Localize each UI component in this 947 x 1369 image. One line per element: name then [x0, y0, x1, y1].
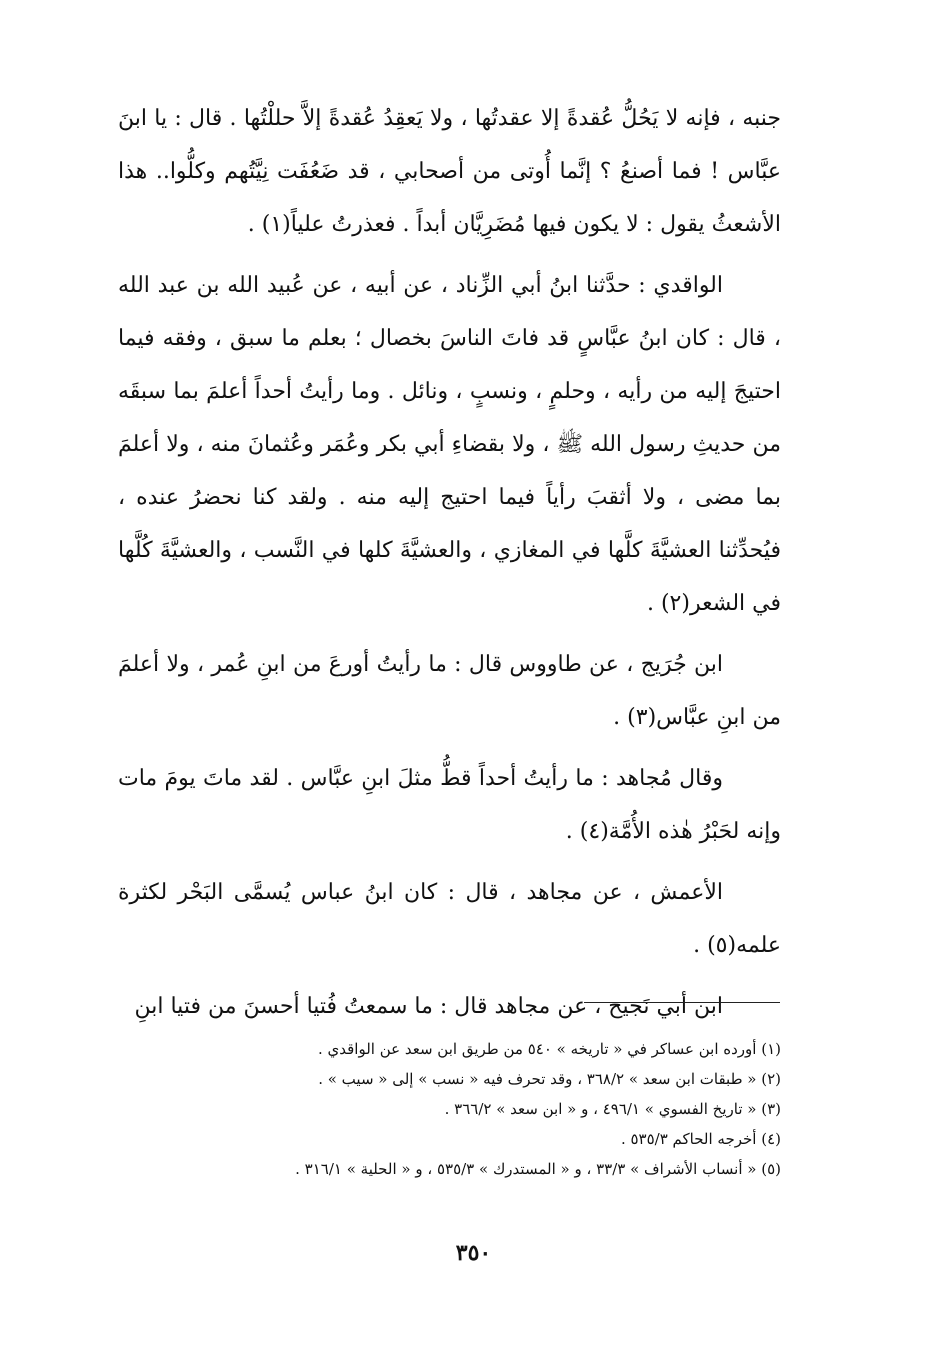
paragraph-2: الواقدي : حدَّثنا ابنُ أبي الزِّناد ، عن أبيه ، عن عُبيد الله بن عبد الله ، قال : كان ابنُ عبَّاسٍ قد فاتَ الناسَ بخصال ؛ بعلم ما سبق ، وفقه فيما احتيجَ إليه من رأيه ، وحلمٍ ، ونسبٍ ، ونائل . وما رأيتُ أحداً أعلمَ بما سبقَه من حديثِ رسول الله ﷺ ، ولا بقضاءِ أبي بكر وعُمَر وعُثمانَ منه ، ولا أعلمَ بما مضى ، ولا أثقبَ رأياً فيما احتيج إليه منه . ولقد كنا نحضرُ عنده ، فيُحدِّثنا العشيَّةَ كلَّها في المغازي ، والعشيَّةَ كلها في النَّسب ، والعشيَّةَ كُلَّها في الشعر(٢) . — [118, 273, 781, 616]
footnote-1: (١) أورده ابن عساكر في « تاريخه » ٥٤٠ من طريق ابن سعد عن الواقدي . — [317, 1040, 781, 1058]
paragraph-4: وقال مُجاهد : ما رأيتُ أحداً قطُّ مثلَ ابنِ عبَّاس . لقد ماتَ يومَ مات وإنه لحَبْرُ هٰذه الأُمَّة(٤) . — [118, 766, 781, 844]
footnote-2: (٢) « طبقات ابن سعد » ٣٦٨/٢ ، وقد تحرف فيه « نسب » إلى « سيب » . — [318, 1070, 781, 1088]
footnote-4: (٤) أخرجه الحاكم ٥٣٥/٣ . — [620, 1130, 781, 1148]
paragraph-1: جنبه ، فإنه لا يَحُلُّ عُقدةً إلا عقدتُها ، ولا يَعقِدُ عُقدةً إلاَّ حللْتُها . قال : يا ابنَ عبَّاس ! فما أصنعُ ؟ إنَّما أُوتى من أصحابي ، قد ضَعُفَت نِيَّتُهم وكلُّوا.. هذا الأشعثُ يقول : لا يكون فيها مُضَرِيَّان أبداً . فعذرتُ علياً(١) . — [118, 106, 781, 237]
paragraph-6: ابن أبي نَجيح ، عن مجاهد قال : ما سمعتُ فُتيا أحسنَ من فتيا ابنِ — [134, 994, 723, 1019]
footnotes — [118, 1034, 781, 1184]
main-text — [118, 92, 781, 1041]
page-number: ٣٥٠ — [455, 1240, 492, 1266]
footnote-5: (٥) « أنساب الأشراف » ٣٣/٣ ، و « المستدرك » ٥٣٥/٣ ، و « الحلية » ٣١٦/١ . — [295, 1160, 781, 1178]
footnote-3: (٣) « تاريخ الفسوي » ٤٩٦/١ ، و « ابن سعد » ٣٦٦/٢ . — [444, 1100, 781, 1118]
footnote-separator — [584, 1002, 780, 1003]
paragraph-5: الأعمش ، عن مجاهد ، قال : كان ابنُ عباس يُسمَّى البَحْر لكثرة علمه(٥) . — [118, 880, 781, 958]
paragraph-3: ابن جُرَيج ، عن طاووس قال : ما رأيتُ أورعَ من ابنِ عُمر ، ولا أعلمَ من ابنِ عبَّاس(٣) . — [118, 652, 781, 730]
